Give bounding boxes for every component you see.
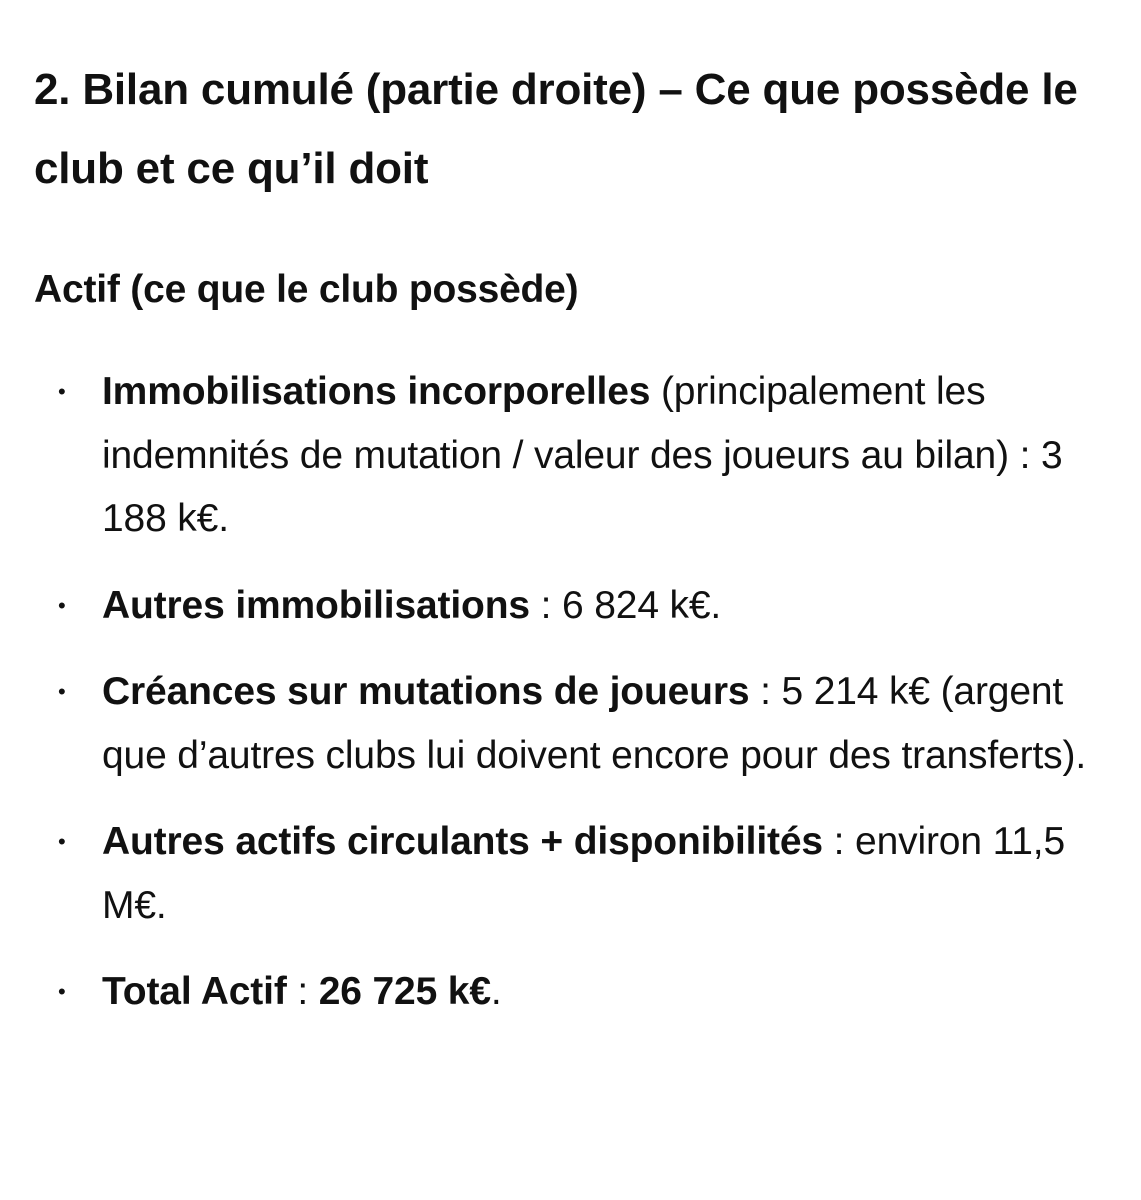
asset-list — [0, 360, 1141, 1047]
item-suffix: . — [490, 970, 502, 1013]
item-text: : 5 214 k€ (argent que d’autres clubs lui doivent encore pour des transferts). — [102, 670, 1087, 777]
bullet-icon: • — [58, 829, 66, 854]
section-heading: Actif (ce que le club possède) — [34, 268, 579, 311]
list-item — [0, 574, 1141, 638]
item-label: Autres actifs circulants + disponibilités — [102, 820, 823, 863]
item-label: Total Actif — [102, 970, 287, 1013]
bullet-icon: • — [58, 679, 66, 704]
list-item — [0, 960, 1141, 1024]
item-text: : — [286, 970, 319, 1013]
item-label: Créances sur mutations de joueurs — [102, 670, 750, 713]
item-text: (principalement les indemnités de mutation / valeur des joueurs au bilan) : 3 188 k€. — [102, 370, 1063, 540]
list-item — [0, 360, 1141, 551]
item-text: : environ 11,5 M€. — [102, 820, 1065, 927]
item-label: Immobilisations incorporelles — [102, 370, 651, 413]
page-title: 2. Bilan cumulé (partie droite) – Ce que possède le club et ce qu’il doit — [34, 65, 1078, 193]
bullet-icon: • — [58, 379, 66, 404]
bullet-icon: • — [58, 979, 66, 1004]
list-item — [0, 810, 1141, 937]
item-text: : 6 824 k€. — [529, 583, 722, 627]
list-item — [0, 660, 1141, 787]
bullet-icon: • — [58, 592, 66, 618]
total-value: 26 725 k€ — [318, 970, 491, 1013]
item-label: Autres immobilisations — [102, 583, 530, 627]
